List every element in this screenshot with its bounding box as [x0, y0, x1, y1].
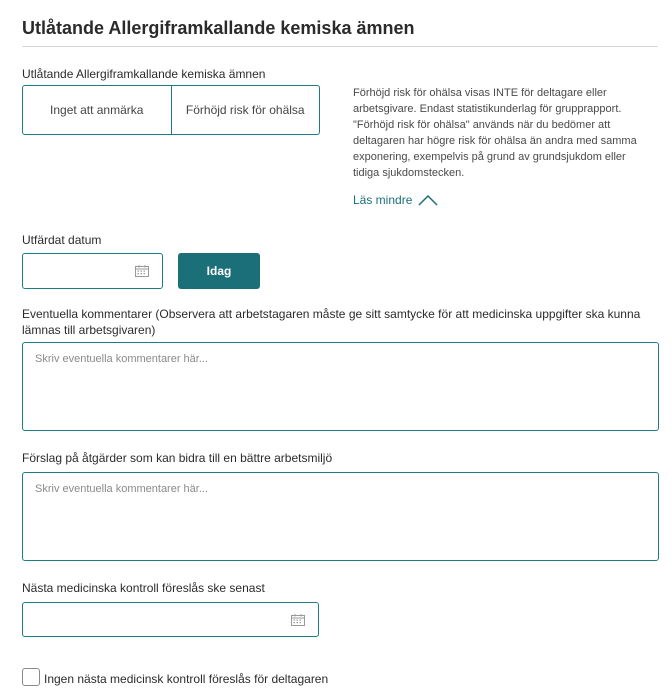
- page-title: Utlåtande Allergiframkallande kemiska ämnen: [22, 18, 415, 38]
- suggestions-placeholder: Skriv eventuella kommentarer här...: [35, 483, 209, 495]
- next-control-date-input[interactable]: [22, 602, 319, 637]
- statement-label: Utlåtande Allergiframkallande kemiska ämnen: [22, 67, 266, 81]
- chevron-up-icon: [418, 195, 438, 206]
- statement-segmented-control: [22, 85, 320, 135]
- calendar-icon[interactable]: [135, 265, 149, 277]
- next-control-label: Nästa medicinska kontroll föreslås ske senast: [22, 581, 265, 595]
- today-button[interactable]: Idag: [178, 253, 260, 289]
- comments-placeholder: Skriv eventuella kommentarer här...: [35, 353, 209, 365]
- issued-date-label: Utfärdat datum: [22, 233, 102, 247]
- info-text: Förhöjd risk för ohälsa visas INTE för deltagare eller arbetsgivare. Endast statistikunderlag för grupprapport. "Förhöjd risk för ohälsa" används när du bedömer att deltagaren har högre risk för ohälsa än andra med samma exponering, exempelvis på grund av grundsjukdom eller tidiga sjukdomstecken.: [353, 87, 637, 179]
- comments-textarea[interactable]: [22, 342, 659, 431]
- no-next-control-label: Ingen nästa medicinsk kontroll föreslås för deltagaren: [44, 672, 329, 686]
- read-less-toggle[interactable]: [353, 193, 438, 207]
- calendar-icon[interactable]: [291, 614, 305, 626]
- no-next-control-checkbox[interactable]: [22, 668, 40, 686]
- issued-date-input[interactable]: [22, 253, 163, 289]
- option-no-remark[interactable]: Inget att anmärka: [50, 102, 144, 117]
- option-elevated-risk[interactable]: Förhöjd risk för ohälsa: [171, 86, 320, 134]
- suggestions-textarea[interactable]: [22, 472, 659, 561]
- suggestions-label: Förslag på åtgärder som kan bidra till en bättre arbetsmiljö: [22, 451, 333, 465]
- title-divider: [22, 46, 658, 47]
- comments-label: Eventuella kommentarer (Observera att arbetstagaren måste ge sitt samtycke för att medicinska uppgifter ska kunna lämnas till arbetsgivaren): [22, 307, 641, 337]
- read-less-label: Läs mindre: [353, 193, 413, 207]
